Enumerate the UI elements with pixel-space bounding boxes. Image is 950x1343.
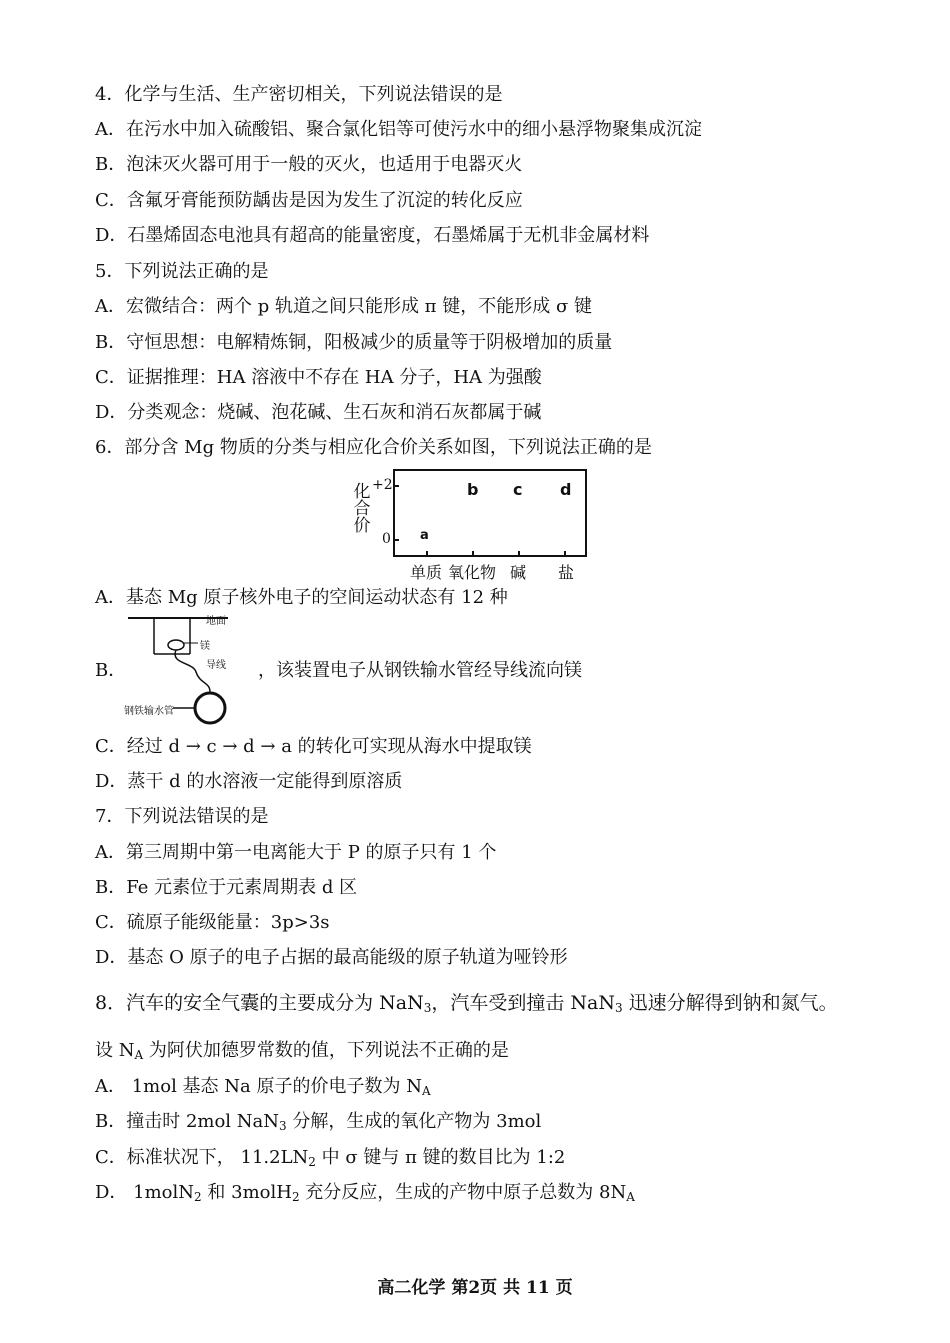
q4-option-c: C．含氟牙膏能预防龋齿是因为发生了沉淀的转化反应 — [95, 190, 523, 211]
q8-option-c — [95, 1146, 565, 1170]
point-a: a — [420, 528, 429, 543]
q6-option-c: C．经过 d → c → d → a 的转化可实现从海水中提取镁 — [95, 736, 532, 757]
diagram-y-axis-label: 化合价 — [353, 482, 371, 536]
page-footer: 高二化学 第2页 共 11 页 — [377, 1278, 573, 1298]
q8-option-c-part1: C．标准状况下， 11.2LN — [95, 1147, 309, 1168]
q7-option-b: B．Fe 元素位于元素周期表 d 区 — [95, 877, 358, 898]
x-category-base: 碱 — [510, 563, 527, 582]
q7-option-a: A．第三周期中第一电离能大于 P 的原子只有 1 个 — [95, 842, 497, 863]
q8-stem-part1: 8．汽车的安全气囊的主要成分为 NaN — [95, 992, 424, 1014]
valence-class-diagram — [352, 468, 602, 583]
y-tick-plus2: +2 — [372, 477, 393, 493]
q8-stem2-part1: 设 N — [95, 1040, 135, 1061]
q8-option-b-part1: B．撞击时 2mol NaN — [95, 1111, 280, 1132]
q4-option-b: B．泡沫灭火器可用于一般的灭火，也适用于电器灭火 — [95, 154, 523, 175]
q4-stem: 4．化学与生活、生产密切相关，下列说法错误的是 — [95, 84, 503, 105]
q6-option-d: D．蒸干 d 的水溶液一定能得到原溶质 — [95, 771, 403, 792]
point-b: b — [467, 480, 479, 499]
subscript-a: A — [421, 1084, 431, 1098]
subscript-a: A — [134, 1048, 144, 1062]
subscript-3: 3 — [614, 1001, 623, 1015]
q8-option-b — [95, 1110, 541, 1134]
q8-stem-part2: ，汽车受到撞击 NaN — [431, 992, 615, 1014]
subscript-3: 3 — [423, 1001, 432, 1015]
q5-option-d: D．分类观念：烧碱、泡花碱、生石灰和消石灰都属于碱 — [95, 402, 542, 423]
q8-stem-part3: 迅速分解得到钠和氮气。 — [622, 992, 838, 1014]
q7-option-d: D．基态 O 原子的电子占据的最高能级的原子轨道为哑铃形 — [95, 947, 568, 968]
point-c: c — [513, 480, 523, 499]
q4-option-d: D．石墨烯固态电池具有超高的能量密度，石墨烯属于无机非金属材料 — [95, 225, 650, 246]
q8-stem-line1 — [95, 991, 838, 1015]
q8-option-a-text: A． 1mol 基态 Na 原子的价电子数为 N — [95, 1076, 422, 1097]
subscript-2: 2 — [291, 1190, 300, 1204]
label-wire: 导线 — [206, 660, 226, 671]
q6-stem: 6．部分含 Mg 物质的分类与相应化合价关系如图，下列说法正确的是 — [95, 437, 652, 458]
x-category-oxide: 氧化物 — [448, 563, 497, 582]
q8-option-a — [95, 1075, 431, 1099]
y-tick-zero: 0 — [382, 531, 391, 547]
q6-option-b-label: B． — [95, 660, 127, 681]
q7-stem: 7．下列说法错误的是 — [95, 806, 269, 827]
q5-option-c: C．证据推理：HA 溶液中不存在 HA 分子，HA 为强酸 — [95, 367, 542, 388]
q6-option-b-text: ，该装置电子从钢铁输水管经导线流向镁 — [258, 660, 582, 681]
x-category-element: 单质 — [410, 563, 443, 582]
sacrificial-anode-device — [118, 612, 253, 727]
q8-option-d — [95, 1181, 635, 1205]
q8-option-b-part2: 分解，生成的氧化产物为 3mol — [286, 1111, 542, 1132]
q4-option-a: A．在污水中加入硫酸铝、聚合氯化铝等可使污水中的细小悬浮物聚集成沉淀 — [95, 119, 702, 140]
subscript-2: 2 — [308, 1155, 316, 1169]
subscript-2: 2 — [194, 1190, 202, 1204]
point-d: d — [560, 480, 572, 499]
label-magnesium: 镁 — [200, 641, 210, 652]
subscript-a: A — [626, 1190, 635, 1204]
label-ground: 地面 — [206, 616, 226, 627]
q8-stem-line2 — [95, 1039, 509, 1063]
q5-option-b: B．守恒思想：电解精炼铜，阳极减少的质量等于阴极增加的质量 — [95, 332, 613, 353]
subscript-3: 3 — [279, 1119, 287, 1133]
q6-option-a: A．基态 Mg 原子核外电子的空间运动状态有 12 种 — [95, 587, 508, 608]
q5-stem: 5．下列说法正确的是 — [95, 261, 269, 282]
x-category-salt: 盐 — [558, 563, 575, 582]
q8-stem2-part2: 为阿伏加德罗常数的值，下列说法不正确的是 — [143, 1040, 509, 1061]
label-steel-pipe: 钢铁输水管 — [124, 706, 174, 717]
q8-option-d-part1: D． 1molN — [95, 1182, 195, 1203]
q8-option-d-part3: 充分反应，生成的产物中原子总数为 8N — [299, 1182, 627, 1203]
q8-option-c-part2: 中 σ 键与 π 键的数目比为 1:2 — [315, 1147, 566, 1168]
q7-option-c: C．硫原子能级能量：3p>3s — [95, 912, 330, 933]
q5-option-a: A．宏微结合：两个 p 轨道之间只能形成 π 键，不能形成 σ 键 — [95, 296, 592, 317]
q8-option-d-part2: 和 3molH — [201, 1182, 292, 1203]
